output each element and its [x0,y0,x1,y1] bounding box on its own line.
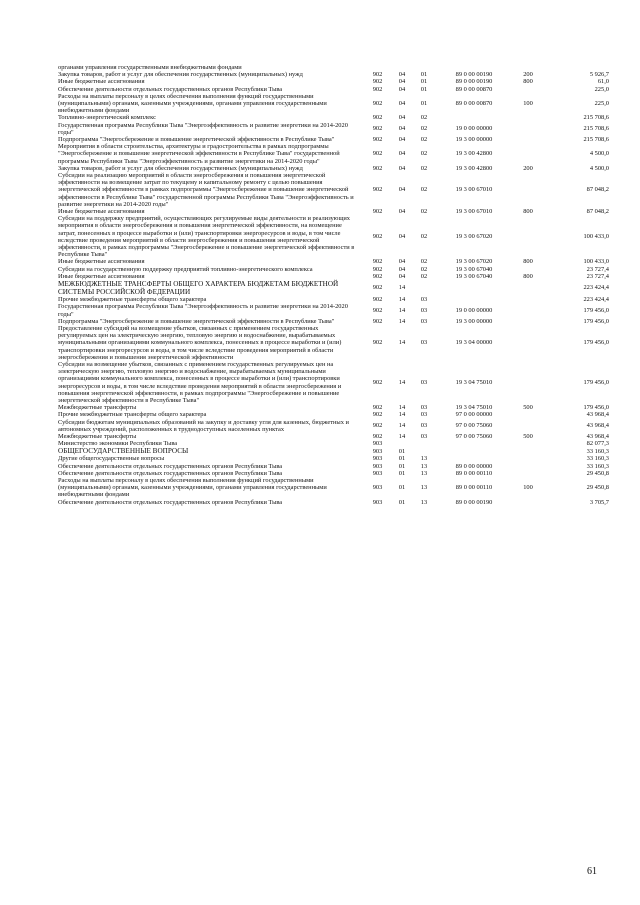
row-amount: 5 926,7 [589,71,609,79]
row-expense-type: 100 [523,484,533,492]
table-row [58,296,609,303]
row-subsection: 03 [420,339,428,347]
row-expense-type [513,86,543,93]
row-expense-type [513,143,543,165]
row-grbs: 903 [372,440,383,448]
row-amount: 223 424,4 [583,284,609,292]
row-section: 04 [398,258,406,266]
row-amount: 4 500,0 [589,164,609,172]
row-expense-type [513,280,543,296]
row-expense-type: 800 [523,272,533,280]
row-section: 01 [398,447,406,455]
table-row [58,273,609,280]
row-subsection: 13 [420,462,428,470]
budget-table-body [58,64,609,506]
row-section: 14 [398,306,406,314]
table-row [58,470,609,477]
row-subsection: 03 [420,306,428,314]
row-grbs: 902 [372,100,383,108]
table-row [58,318,609,325]
table-row [58,419,609,433]
row-amount: 179 456,0 [583,339,609,347]
row-expense-type [513,172,543,208]
row-subsection [413,440,435,447]
row-name: Другие общегосударственные вопросы [58,455,165,463]
row-target-item: 19 3 00 00000 [455,317,493,325]
row-target-item: 89 0 00 00110 [455,484,493,492]
row-grbs: 903 [372,469,383,477]
row-amount: 33 160,3 [586,462,609,470]
row-name: Закупка товаров, работ и услуг для обеспечения государственных (муниципальных) нужд [58,71,303,79]
row-section: 04 [398,114,406,122]
row-amount: 87 048,2 [586,208,609,216]
row-section: 04 [398,208,406,216]
row-expense-type: 500 [523,404,533,412]
row-subsection: 01 [420,78,428,86]
row-section: 04 [398,125,406,133]
row-grbs: 902 [372,71,383,79]
row-name: Прочие межбюджетные трансферты общего характера [58,296,207,304]
row-amount: 23 727,4 [586,265,609,273]
row-target-item: 19 0 00 00000 [455,306,493,314]
table-row [58,477,609,499]
row-expense-type [513,455,543,462]
row-expense-type: 800 [523,208,533,216]
row-subsection: 03 [420,296,428,304]
row-grbs: 902 [372,272,383,280]
row-section: 14 [398,432,406,440]
table-row [58,280,609,296]
row-name: Топливно-энергетический комплекс [58,114,156,122]
row-subsection [413,447,435,455]
row-subsection: 02 [420,186,428,194]
row-expense-type [513,325,543,361]
row-grbs: 902 [372,85,383,93]
row-subsection: 02 [420,125,428,133]
row-grbs: 902 [372,306,383,314]
row-amount: 100 433,0 [583,258,609,266]
row-grbs: 902 [372,186,383,194]
row-amount: 215 708,6 [583,114,609,122]
row-subsection: 02 [420,208,428,216]
row-section: 14 [398,404,406,412]
row-target-item: 19 3 00 67010 [455,208,493,216]
budget-table-sheet [58,64,609,506]
row-target-item: 19 3 04 75010 [455,378,493,386]
row-target-item: 19 3 00 67020 [455,258,493,266]
row-name: Министерство экономики Республики Тыва [58,440,178,448]
row-subsection: 02 [420,136,428,144]
row-grbs: 902 [372,233,383,241]
row-name: Межбюджетные трансферты [58,404,137,412]
row-amount: 82 077,3 [586,440,609,448]
row-grbs: 902 [372,150,383,158]
row-grbs: 902 [372,432,383,440]
row-section: 04 [398,233,406,241]
row-expense-type [513,122,543,136]
row-amount: 33 160,3 [586,447,609,455]
row-name: Расходы на выплаты персоналу в целях обеспечения выполнения функций государственными (муниципальными) органами, казенными учреждениями, органами управления государственными внебюджетными фондами [58,92,327,115]
row-name: Субсидии на реализацию мероприятий в области энергосбережения и повышения энергетической эффективности на возмещение затрат по текущему и капитальному ремонту с целью повышения энергетической эффективности в рамках подпрограммы "Энергосбережение и повышение энергетической эффективности в Республике Тыва" государственной программы Республики Тыва "Энергоэффективность и развитие энергетики на 2014-2020 годы" [58,172,354,208]
row-target-item: 89 0 00 00190 [455,78,493,86]
row-name: Прочие межбюджетные трансферты общего характера [58,411,207,419]
row-expense-type [513,296,543,303]
row-section: 04 [398,186,406,194]
row-section: 14 [398,411,406,419]
row-section: 14 [398,339,406,347]
row-section: 04 [398,272,406,280]
table-row [58,455,609,462]
row-target-item: 89 0 00 00190 [455,71,493,79]
row-name: Межбюджетные трансферты [58,432,137,440]
row-section: 01 [398,498,406,506]
row-section: 01 [398,455,406,463]
row-expense-type [513,136,543,143]
row-name: МЕЖБЮДЖЕТНЫЕ ТРАНСФЕРТЫ ОБЩЕГО ХАРАКТЕРА БЮДЖЕТАМ БЮДЖЕТНОЙ СИСТЕМЫ РОССИЙСКОЙ ФЕДЕРАЦИИ [58,280,339,297]
budget-table [58,64,609,506]
row-section: 14 [398,296,406,304]
row-subsection: 01 [420,100,428,108]
table-row [58,499,609,506]
row-grbs: 902 [372,78,383,86]
row-target-item: 19 3 04 75010 [455,404,493,412]
table-row [58,78,609,85]
row-target-item [435,447,513,455]
row-name: Иные бюджетные ассигнования [58,258,145,266]
row-amount: 43 968,4 [586,432,609,440]
row-subsection: 03 [420,422,428,430]
row-expense-type [513,318,543,325]
row-section: 01 [398,469,406,477]
row-grbs: 903 [372,498,383,506]
table-row [58,447,609,455]
table-row [58,71,609,78]
row-grbs: 902 [372,114,383,122]
row-grbs: 903 [372,462,383,470]
table-row [58,93,609,115]
row-grbs: 902 [372,378,383,386]
table-row [58,172,609,208]
row-grbs: 902 [372,404,383,412]
row-subsection: 01 [420,85,428,93]
table-row [58,404,609,411]
row-expense-type [513,361,543,404]
row-subsection: 02 [420,150,428,158]
table-row [58,165,609,172]
row-amount: 43 968,4 [586,422,609,430]
table-row [58,303,609,317]
row-expense-type [513,266,543,273]
row-name: Иные бюджетные ассигнования [58,208,145,216]
row-name: Расходы на выплаты персоналу в целях обеспечения выполнения функций государственными (муниципальными) органами, казенными учреждениями, органами управления государственными внебюджетными фондами [58,476,327,499]
row-amount: 100 433,0 [583,233,609,241]
row-section: 04 [398,265,406,273]
row-section: 04 [398,136,406,144]
table-row [58,122,609,136]
table-row [58,325,609,361]
row-section: 01 [398,462,406,470]
row-subsection [413,64,435,71]
row-subsection: 02 [420,164,428,172]
row-grbs: 902 [372,265,383,273]
row-subsection: 02 [420,272,428,280]
row-target-item: 97 0 00 00000 [455,411,493,419]
row-amount: 23 727,4 [586,272,609,280]
row-name: Обеспечение деятельности отдельных государственных органов Республики Тыва [58,498,283,506]
row-grbs: 902 [372,284,383,292]
row-subsection: 03 [420,411,428,419]
row-grbs: 902 [372,339,383,347]
row-amount: 4 500,0 [589,150,609,158]
row-subsection: 03 [420,317,428,325]
row-subsection: 03 [420,378,428,386]
row-amount: 215 708,6 [583,125,609,133]
row-name: Обеспечение деятельности отдельных государственных органов Республики Тыва [58,85,283,93]
row-amount: 87 048,2 [586,186,609,194]
row-name: Иные бюджетные ассигнования [58,272,145,280]
table-row [58,361,609,404]
row-name: Мероприятия в области строительства, архитектуры и градостроительства в рамках подпрограммы "Энергосбережение и повышение энергетической эффективности в Республике Тыва" государственной программы Республики Тыва "Энергоэффективность и развитие энергетики на 2014-2020 годы" [58,143,340,165]
row-subsection: 02 [420,114,428,122]
row-target-item: 19 3 00 67020 [455,233,493,241]
table-row [58,143,609,165]
row-amount: 3 705,7 [589,498,609,506]
row-subsection [413,280,435,296]
row-subsection: 13 [420,455,428,463]
row-section: 04 [398,100,406,108]
row-section: 01 [398,484,406,492]
row-grbs: 903 [372,447,383,455]
row-section: 14 [398,284,406,292]
row-amount: 215 708,6 [583,136,609,144]
row-target-item: 19 3 00 42800 [455,150,493,158]
row-amount: 29 450,8 [586,484,609,492]
row-subsection: 02 [420,258,428,266]
row-target-item [435,440,513,447]
row-target-item [435,64,513,71]
row-expense-type [513,114,543,121]
row-section: 14 [398,317,406,325]
row-section: 14 [398,378,406,386]
row-name: Предоставление субсидий на возмещение убытков, связанных с применением государственных регулируемых цен на электрическую энергию, тепловую энергию и водоснабжение, вырабатываемых муниципальными организациями коммунального комплекса, понесенных в процессе выработки и (или) транспортировки энергоресурсов и воды, в том числе вследствие проведения мероприятий в области энергосбережения и повышения энергетической эффективности [58,324,342,361]
row-name: Подпрограмма "Энергосбережение и повышение энергетической эффективности в Республике Тыва" [58,136,335,144]
row-name: Субсидии бюджетам муниципальных образований на закупку и доставку угля для казенных, бюджетных и автономных учреждений, расположенных в труднодоступных населенных пунктах [58,418,349,433]
row-expense-type [513,447,543,455]
row-grbs: 902 [372,208,383,216]
table-row [58,266,609,273]
row-subsection: 02 [420,265,428,273]
row-target-item: 97 0 00 75060 [455,432,493,440]
row-name: Иные бюджетные ассигнования [58,78,145,86]
row-expense-type [513,499,543,506]
row-subsection: 13 [420,484,428,492]
row-expense-type [513,303,543,317]
row-grbs: 902 [372,258,383,266]
table-row [58,463,609,470]
row-target-item: 89 0 00 00000 [455,462,493,470]
row-grbs: 902 [372,317,383,325]
table-row [58,215,609,258]
row-name: Закупка товаров, работ и услуг для обеспечения государственных (муниципальных) нужд [58,164,303,172]
row-target-item: 89 0 00 00110 [455,469,493,477]
row-expense-type: 100 [523,100,533,108]
row-name: Субсидии на государственную поддержку предприятий топливно-энергетического комплекса [58,265,313,273]
row-expense-type: 200 [523,71,533,79]
row-expense-type [513,419,543,433]
row-amount: 33 160,3 [586,455,609,463]
row-grbs: 902 [372,422,383,430]
row-amount: 179 456,0 [583,317,609,325]
page-number: 61 [587,866,597,877]
row-section [391,440,413,447]
row-expense-type [513,411,543,418]
row-amount: 179 456,0 [583,378,609,386]
row-grbs: 902 [372,125,383,133]
row-grbs: 903 [372,455,383,463]
table-row [58,258,609,265]
row-target-item [435,455,513,462]
row-expense-type [513,440,543,447]
row-name: органами управления государственными внебюджетными фондами [58,64,242,71]
row-grbs [364,64,391,71]
row-target-item: 19 3 00 67040 [455,272,493,280]
row-amount: 43 968,4 [586,411,609,419]
row-target-item: 19 3 00 67040 [455,265,493,273]
row-name: Обеспечение деятельности отдельных государственных органов Республики Тыва [58,469,283,477]
row-name: Обеспечение деятельности отдельных государственных органов Республики Тыва [58,462,283,470]
row-target-item [435,296,513,303]
row-section: 14 [398,422,406,430]
row-amount [543,64,609,71]
table-row [58,136,609,143]
row-subsection: 03 [420,432,428,440]
row-name: Государственная программа Республики Тыва "Энергоэффективность и развитие энергетики на 2014-2020 годы" [58,121,348,136]
row-subsection: 01 [420,71,428,79]
row-name: ОБЩЕГОСУДАРСТВЕННЫЕ ВОПРОСЫ [58,447,189,456]
row-name: Субсидии на поддержку предприятий, осуществляющих регулируемые виды деятельности и реализующих мероприятия в области энергосбережения и повышения энергетической эффективности, на возмещение затрат, понесенных в процессе выработки и (или) транспортировки энергоресурсов и воды, в том числе вследствие проведения мероприятий в области энергосбережения и повышения энергетической эффективности, в рамках подпрограммы "Энергосбережение и повышение энергетической эффективности в Республике Тыва" [58,215,355,259]
row-amount: 179 456,0 [583,306,609,314]
row-name: Субсидии на возмещение убытков, связанных с применением государственных регулируемых цен на электрическую энергию, тепловую энергию и водоснабжение, вырабатываемых муниципальными организациями коммунального комплекса, понесенных в процессе выработки и (или) транспортировки энергоресурсов и воды, в том числе вследствие проведения мероприятий в области энергосбережения и повышения энергетической эффективности, в рамках подпрограммы "Энергосбережение и повышение энергетической эффективности в Республике Тыва" [58,360,342,404]
row-grbs: 902 [372,411,383,419]
row-target-item: 19 3 00 42800 [455,164,493,172]
row-grbs: 903 [372,484,383,492]
row-subsection: 02 [420,233,428,241]
row-subsection: 03 [420,404,428,412]
table-row [58,64,609,71]
row-target-item [435,280,513,296]
row-target-item: 97 0 00 75060 [455,422,493,430]
table-row [58,86,609,93]
row-expense-type: 800 [523,78,533,86]
row-target-item: 89 0 00 00190 [455,498,493,506]
row-target-item: 89 0 00 00870 [455,100,493,108]
row-amount: 29 450,8 [586,469,609,477]
row-expense-type [513,470,543,477]
row-expense-type [513,463,543,470]
table-row [58,114,609,121]
row-amount: 223 424,4 [583,296,609,304]
table-row [58,411,609,418]
row-subsection: 13 [420,498,428,506]
table-row [58,208,609,215]
row-expense-type [513,215,543,258]
row-target-item: 19 3 00 67010 [455,186,493,194]
row-section: 04 [398,150,406,158]
row-section [391,64,413,71]
row-section: 04 [398,71,406,79]
row-amount: 225,0 [594,85,609,93]
row-section: 04 [398,164,406,172]
row-amount: 225,0 [594,100,609,108]
row-target-item [435,114,513,121]
row-name: Подпрограмма "Энергосбережение и повышение энергетической эффективности в Республике Тыва" [58,317,335,325]
table-row [58,440,609,447]
row-name: Государственная программа Республики Тыва "Энергоэффективность и развитие энергетики на 2014-2020 годы" [58,303,348,318]
row-section: 04 [398,85,406,93]
row-amount: 61,0 [597,78,609,86]
row-section: 04 [398,78,406,86]
row-target-item: 19 0 00 00000 [455,125,493,133]
row-target-item: 89 0 00 00870 [455,85,493,93]
row-grbs: 902 [372,164,383,172]
row-grbs: 902 [372,296,383,304]
row-amount: 179 456,0 [583,404,609,412]
row-subsection: 13 [420,469,428,477]
row-target-item: 19 3 04 00000 [455,339,493,347]
row-expense-type: 500 [523,432,533,440]
table-row [58,433,609,440]
row-target-item: 19 3 00 00000 [455,136,493,144]
row-expense-type: 200 [523,164,533,172]
row-grbs: 902 [372,136,383,144]
row-expense-type [513,64,543,71]
row-expense-type: 800 [523,258,533,266]
